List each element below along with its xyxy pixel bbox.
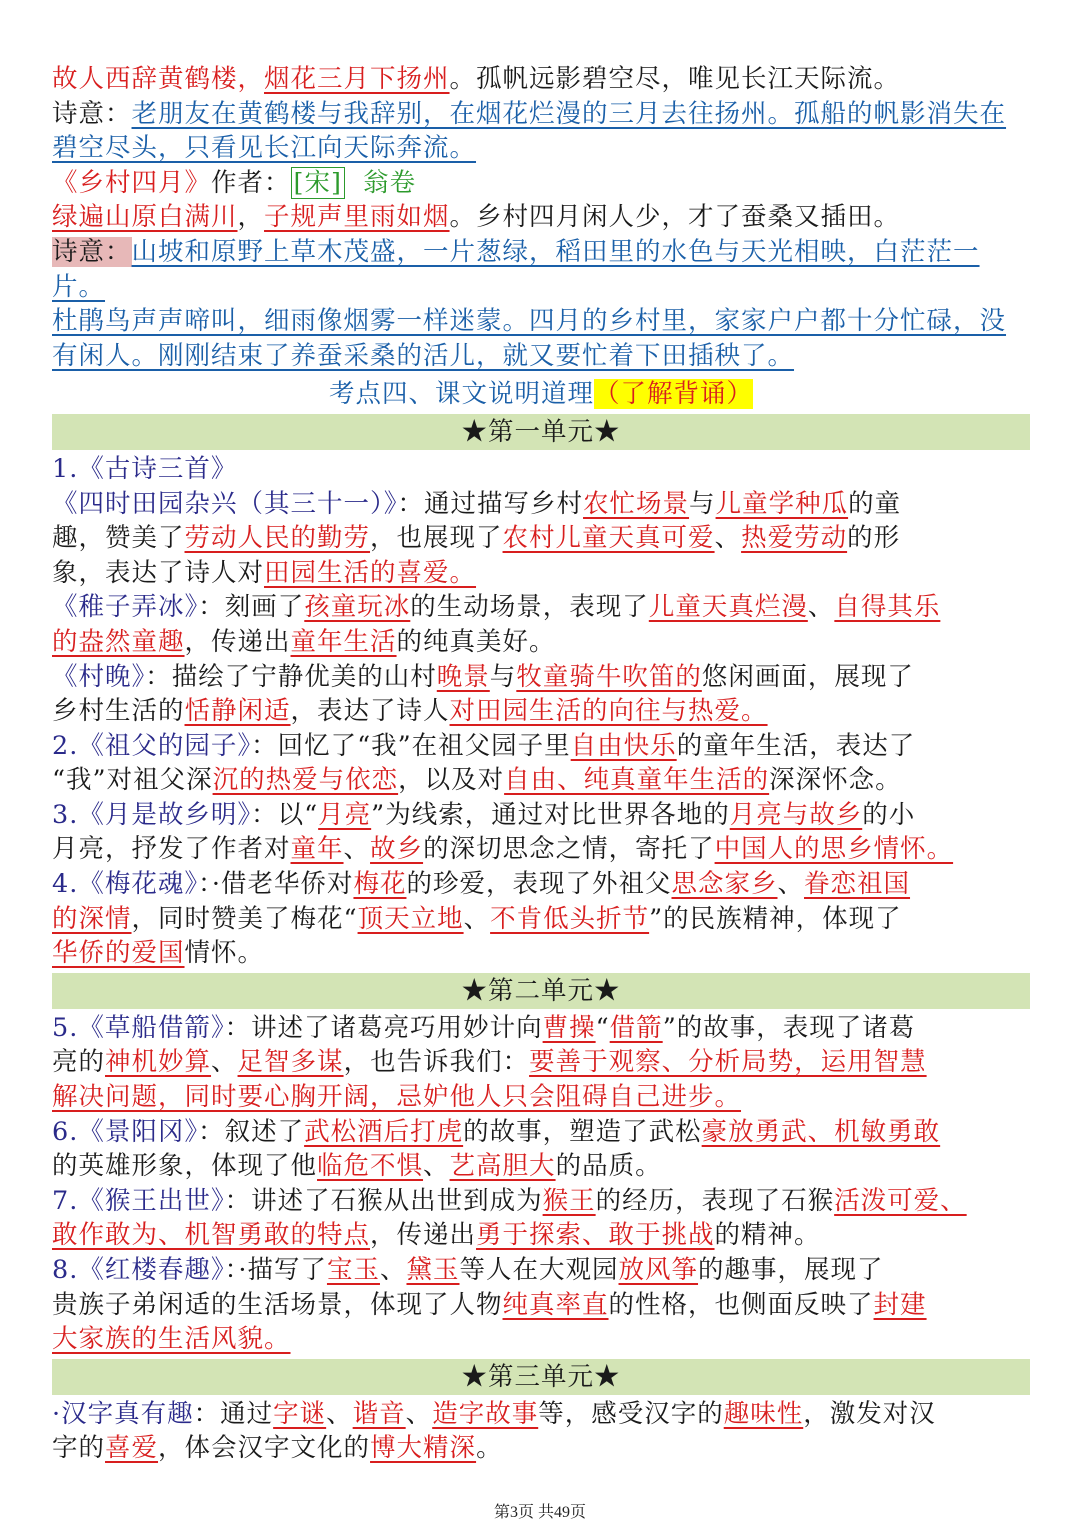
text: 深深怀念。 (769, 765, 902, 796)
lesson-title: 2.《祖父的园子》 (52, 730, 252, 761)
text: 、 (423, 1151, 450, 1182)
meaning-text: 山坡和原野上草木茂盛，一片葱绿，稻田里的水色与天光相映，白茫茫一片。 (52, 236, 980, 302)
unit-banner-3: ★第三单元★ (52, 1359, 1030, 1395)
text: 的纯真美好。 (396, 626, 556, 657)
text: 。 (476, 1433, 503, 1464)
keyword: 临危不惧 (317, 1151, 424, 1182)
text: 、 (714, 523, 742, 554)
keyword: 敢作敢为、机智勇敢的特点 (52, 1220, 371, 1251)
text: 、 (463, 903, 491, 934)
keyword: 农村儿童天真可爱 (502, 523, 715, 554)
keyword: 勇于探索、敢于挑战 (476, 1220, 715, 1251)
meaning-text: 碧空尽头，只看见长江向天际奔流。 (52, 133, 477, 164)
lesson-title: ·汉字真有趣 (52, 1398, 194, 1429)
text: ：讲述了石猴从出世到成为 (224, 1185, 543, 1216)
keyword: 自由、纯真童年生活的 (504, 765, 770, 796)
keyword: 黛玉 (406, 1255, 460, 1285)
text: 、 (807, 592, 835, 623)
text: 的深切思念之情，寄托了 (423, 834, 715, 865)
text: ，也告诉我们： (343, 1047, 530, 1078)
verse-part: 烟花三月下扬州 (264, 64, 450, 94)
text: 的珍爱，表现了外祖父 (406, 869, 672, 900)
text: 的童 (848, 488, 902, 519)
poem2-meaning (52, 235, 1030, 304)
keyword: 思念家乡 (671, 869, 778, 900)
keyword: 对田园生活的向往与热爱。 (449, 696, 768, 727)
text: 乡村生活的 (52, 696, 185, 727)
keyword: 造字故事 (432, 1398, 539, 1429)
text: 的生动场景，表现了 (410, 592, 649, 623)
lesson-title: 7.《猴王出世》 (52, 1185, 225, 1216)
keyword: 艺高胆大 (449, 1151, 556, 1182)
keyword: 梅花 (353, 869, 407, 900)
lesson-title: 8.《红楼春趣》 (52, 1255, 225, 1285)
verse-part: ， (237, 202, 265, 233)
paragraph (52, 1184, 1030, 1253)
text: 的小 (862, 799, 916, 830)
text: 象，表达了诗人对 (52, 557, 265, 588)
keyword: 解决问题，同时要心胸开阔，忌妒他人只会阻碍自己进步。 (52, 1082, 742, 1113)
unit-banner-1: ★第一单元★ (52, 414, 1030, 450)
keyword: 恬静闲适 (184, 696, 291, 727)
text: 、 (326, 1398, 353, 1429)
text: 的经历，表现了石猴 (595, 1185, 835, 1216)
paragraph (52, 1115, 1030, 1184)
text: ：描绘了宁静优美的山村 (145, 661, 437, 692)
keyword: 神机妙算 (105, 1047, 212, 1078)
keyword: 田园生活的喜爱。 (264, 557, 477, 588)
lesson-title: 4.《梅花魂》 (52, 869, 199, 900)
keyword: 要善于观察、分析局势，运用智慧 (529, 1047, 927, 1078)
keyword: 趣味性 (723, 1398, 804, 1429)
keyword: 放风筝 (618, 1255, 699, 1285)
keyword: 纯真率直 (502, 1289, 609, 1320)
text: 的品质。 (555, 1151, 662, 1182)
paragraph (52, 1011, 1030, 1115)
keyword: 牧童骑牛吹笛的 (516, 661, 702, 692)
keyword: 博大精深 (370, 1433, 477, 1464)
text: 趣，赞美了 (52, 523, 185, 554)
paragraph (52, 487, 1030, 591)
verse-part: 子规声里雨如烟 (264, 202, 450, 233)
author-label: 作者： (211, 167, 291, 198)
text: 的趣事，展现了 (698, 1255, 884, 1285)
lesson-title: 《四时田园杂兴（其三十一）》 (52, 488, 398, 519)
text: 月亮，抒发了作者对 (52, 834, 291, 865)
text: 、 (343, 834, 371, 865)
page-content (52, 62, 1030, 1466)
text: ，传递出 (370, 1220, 477, 1251)
keyword: 故乡 (370, 834, 424, 865)
text: 、 (405, 1398, 433, 1429)
section-heading (52, 377, 1030, 412)
text: 的精神。 (714, 1220, 821, 1251)
text: ：回忆了“我”在祖父园子里 (251, 730, 571, 761)
paragraph (52, 1253, 1030, 1357)
meaning-label: 诗意： (52, 236, 132, 267)
poem-title: 《乡村四月》 (52, 167, 212, 198)
text: 与 (689, 488, 716, 519)
section-heading-main: 考点四、课文说明道理 (328, 379, 594, 410)
keyword: 劳动人民的勤劳 (184, 523, 371, 554)
keyword: 宝玉 (326, 1255, 380, 1285)
keyword: 月亮 (318, 799, 372, 830)
keyword: 大家族的生活风貌。 (52, 1324, 291, 1355)
meaning-text: 杜鹃鸟声声啼叫，细雨像烟雾一样迷蒙。四月的乡村里，家家户户都十分忙碌，没 (52, 306, 1007, 337)
keyword: 谐音 (352, 1398, 406, 1429)
text: ，同时赞美了梅花“ (131, 903, 358, 934)
keyword: 借箭 (609, 1012, 663, 1043)
keyword: 封建 (873, 1289, 927, 1320)
text: ”的故事，表现了诸葛 (662, 1012, 916, 1043)
keyword: 晚景 (436, 661, 490, 692)
poem1-meaning (52, 97, 1030, 132)
keyword: 童年生活 (290, 626, 397, 657)
keyword: 顶天立地 (357, 903, 464, 934)
lesson-title: 《稚子弄冰》 (52, 592, 199, 623)
text: ，以及对 (398, 765, 505, 796)
lesson-title: 《村晚》 (52, 661, 146, 692)
text: 、 (211, 1047, 238, 1078)
text: ，激发对汉 (803, 1398, 936, 1429)
keyword: 字谜 (273, 1398, 327, 1429)
text: 等人在大观园 (459, 1255, 619, 1285)
keyword: 儿童学种瓜 (715, 488, 849, 519)
keyword: 不肯低头折节 (490, 903, 650, 934)
text: ：·描写了 (224, 1255, 327, 1285)
text: ，表达了诗人 (290, 696, 450, 727)
text: 贵族子弟闲适的生活场景，体现了人物 (52, 1289, 503, 1320)
paragraph (52, 590, 1030, 659)
text: ：通过 (193, 1398, 274, 1429)
text: ，传递出 (184, 626, 291, 657)
keyword: 自由快乐 (570, 730, 677, 761)
text: 、 (379, 1255, 407, 1285)
keyword: 农忙场景 (583, 488, 690, 519)
keyword: 豪放勇武、机敏勇敢 (701, 1116, 941, 1147)
text: ：以“ (251, 799, 319, 830)
text: ：讲述了诸葛亮巧用妙计向 (224, 1012, 543, 1043)
lesson-title: 5.《草船借箭》 (52, 1012, 225, 1043)
paragraph (52, 660, 1030, 729)
keyword: 沉的热爱与依恋 (212, 765, 399, 796)
paragraph (52, 1397, 1030, 1466)
keyword: 足智多谋 (237, 1047, 344, 1078)
meaning-label: 诗意： (52, 98, 132, 129)
keyword: 活泼可爱、 (834, 1185, 967, 1216)
keyword: 孩童玩冰 (304, 592, 411, 623)
text: 悠闲画面，展现了 (701, 661, 914, 692)
verse-part: 绿遍山原白满川 (52, 202, 238, 233)
text: 的性格，也侧面反映了 (608, 1289, 874, 1320)
text: 等，感受汉字的 (538, 1398, 724, 1429)
keyword: 眷恋祖国 (804, 869, 911, 900)
text: 情怀。 (184, 938, 265, 969)
keyword: 童年 (290, 834, 344, 865)
keyword: 的深情 (52, 903, 132, 934)
dynasty: [宋] (291, 167, 345, 199)
keyword: 月亮与故乡 (729, 799, 863, 830)
text: ”为线索，通过对比世界各地的 (371, 799, 730, 830)
keyword: 华侨的爱国 (52, 938, 185, 969)
keyword: 猴王 (542, 1185, 596, 1216)
meaning-text: 老朋友在黄鹤楼与我辞别，在烟花烂漫的三月去往扬州。孤船的帆影消失在 (131, 98, 1007, 129)
poem1-verse (52, 62, 1030, 97)
poem1-meaning-cont (52, 131, 1030, 166)
text: “我”对祖父深 (52, 765, 213, 796)
verse-part: 。乡村四月闲人少，才了蚕桑又插田。 (449, 202, 901, 233)
lesson-title: 6.《景阳冈》 (52, 1116, 199, 1147)
text: ：刻画了 (198, 592, 305, 623)
text: 与 (489, 661, 517, 692)
keyword: 的盎然童趣 (52, 626, 185, 657)
keyword: 儿童天真烂漫 (648, 592, 808, 623)
poem2-meaning-cont (52, 339, 1030, 374)
text: ：通过描写乡村 (397, 488, 584, 519)
text: ：叙述了 (198, 1116, 305, 1147)
text: 的形 (847, 523, 901, 554)
paragraph (52, 798, 1030, 867)
text: 的英雄形象，体现了他 (52, 1151, 318, 1182)
text: ”的民族精神，体现了 (649, 903, 902, 934)
lesson-title: 1.《古诗三首》 (52, 453, 238, 484)
unit-banner-2: ★第二单元★ (52, 973, 1030, 1009)
keyword: 自得其乐 (834, 592, 941, 623)
text: “ (595, 1012, 610, 1043)
page-footer: 第3页 共49页 (493, 1504, 586, 1521)
keyword: 曹操 (542, 1012, 596, 1043)
poem2-meaning-cont (52, 304, 1030, 339)
poem2-verse (52, 200, 1030, 235)
keyword: 热爱劳动 (741, 523, 848, 554)
keyword: 喜爱 (105, 1433, 159, 1464)
text: 的故事，塑造了武松 (463, 1116, 702, 1147)
author: 翁卷 (363, 167, 417, 198)
paragraph (52, 867, 1030, 971)
keyword: 中国人的思乡情怀。 (714, 834, 954, 865)
poem2-header (52, 166, 1030, 201)
text: 亮的 (52, 1047, 106, 1078)
verse-part: 故人西辞黄鹤楼， (52, 64, 265, 94)
item-title (52, 452, 1030, 487)
paragraph (52, 729, 1030, 798)
text: 、 (777, 869, 805, 900)
text: 的童年生活，表达了 (676, 730, 916, 761)
text: ，体会汉字文化的 (158, 1433, 371, 1464)
section-heading-highlight: （了解背诵） (594, 379, 754, 410)
text: ：·借老华侨对 (198, 869, 354, 900)
text: ，也展现了 (370, 523, 503, 554)
text: 字的 (52, 1433, 106, 1464)
verse-part: 。孤帆远影碧空尽，唯见长江天际流。 (449, 64, 901, 94)
lesson-title: 3.《月是故乡明》 (52, 799, 252, 830)
keyword: 武松酒后打虎 (304, 1116, 464, 1147)
meaning-text: 有闲人。刚刚结束了养蚕采桑的活儿，就又要忙着下田插秧了。 (52, 340, 795, 371)
